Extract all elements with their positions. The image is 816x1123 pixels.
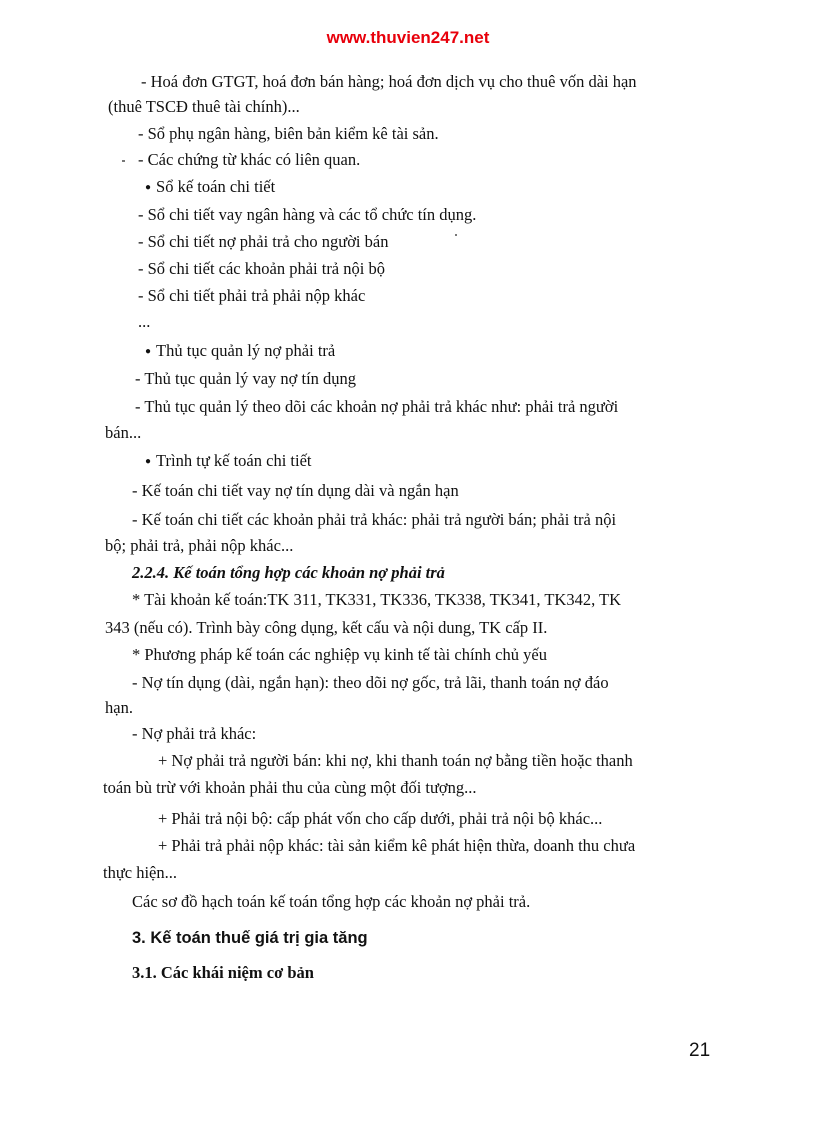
text-line: 343 (nếu có). Trình bày công dụng, kết cấu và nội dung, TK cấp II. (105, 618, 548, 637)
section-heading: 2.2.4. Kế toán tổng hợp các khoản nợ phải trả (132, 563, 445, 582)
text-line: - Các chứng từ khác có liên quan. (138, 150, 361, 169)
text-line: thực hiện... (103, 863, 178, 882)
text-line: - Thủ tục quản lý vay nợ tín dụng (135, 369, 357, 388)
text-line: + Nợ phải trả người bán: khi nợ, khi thanh toán nợ bằng tiền hoặc thanh (158, 751, 633, 770)
text-line: + Phải trả phải nộp khác: tài sản kiểm kê phát hiện thừa, doanh thu chưa (158, 836, 636, 855)
bullet-heading: ● Trình tự kế toán chi tiết (145, 451, 312, 472)
site-header-url[interactable]: www.thuvien247.net (326, 28, 490, 47)
text-line: hạn. (105, 698, 133, 717)
text-line: - Sổ chi tiết vay ngân hàng và các tổ chức tín dụng. (138, 205, 477, 224)
text-line: - Sổ chi tiết phải trả phải nộp khác (138, 286, 366, 305)
text-line: bộ; phải trả, phải nộp khác... (105, 536, 294, 555)
text-line: (thuê TSCĐ thuê tài chính)... (108, 97, 300, 116)
text-line: * Phương pháp kế toán các nghiệp vụ kinh tế tài chính chủ yếu (132, 645, 547, 664)
scan-speck (122, 160, 125, 162)
ellipsis-line: ... (138, 312, 151, 331)
text-line: - Kế toán chi tiết vay nợ tín dụng dài và ngắn hạn (132, 481, 459, 500)
subsection-heading: 3.1. Các khái niệm cơ bản (132, 963, 314, 982)
text-line: bán... (105, 423, 142, 442)
text-line: - Thủ tục quản lý theo dõi các khoản nợ phải trả khác như: phải trả người (135, 397, 619, 416)
bullet-heading: ● Sổ kế toán chi tiết (145, 177, 275, 198)
text-line: Các sơ đồ hạch toán kế toán tổng hợp các khoản nợ phải trả. (132, 892, 531, 911)
text-line: - Hoá đơn GTGT, hoá đơn bán hàng; hoá đơn dịch vụ cho thuê vốn dài hạn (141, 72, 637, 91)
bullet-heading: ● Thủ tục quản lý nợ phải trả (145, 341, 335, 362)
text-line: * Tài khoản kế toán:TK 311, TK331, TK336, TK338, TK341, TK342, TK (132, 590, 622, 609)
scan-speck (455, 234, 457, 236)
page-number: 21 (689, 1040, 711, 1061)
text-line: - Sổ chi tiết các khoản phải trả nội bộ (138, 259, 385, 278)
text-line: + Phải trả nội bộ: cấp phát vốn cho cấp dưới, phải trả nội bộ khác... (158, 809, 603, 828)
text-line: - Sổ phụ ngân hàng, biên bản kiểm kê tài sản. (138, 124, 439, 143)
text-line: - Nợ phải trả khác: (132, 724, 257, 743)
text-line: - Nợ tín dụng (dài, ngắn hạn): theo dõi nợ gốc, trả lãi, thanh toán nợ đáo (132, 673, 609, 692)
text-line: - Kế toán chi tiết các khoản phải trả khác: phải trả người bán; phải trả nội (132, 510, 617, 529)
chapter-heading: 3. Kế toán thuế giá trị gia tăng (132, 929, 368, 947)
text-line: toán bù trừ với khoản phải thu của cùng một đối tượng... (103, 778, 477, 797)
text-line: - Sổ chi tiết nợ phải trả cho người bán (138, 232, 389, 251)
